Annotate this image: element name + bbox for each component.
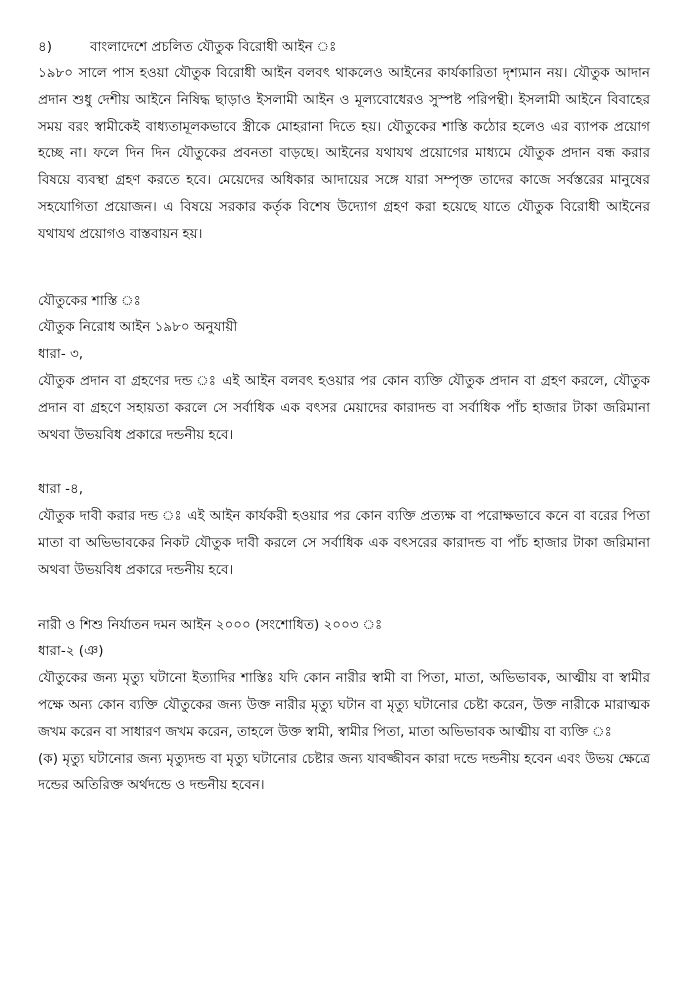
act-clause-paragraph: যৌতুকের জন্য মৃত্যু ঘটানো ইত্যাদির শাস্তিঃ যদি কোন নারীর স্বামী বা পিতা, মাতা, অভিভাবক, আত্মীয় বা স্বামীর পক্ষে অন্য কোন ব্যক্তি যৌতুকের জন্য উক্ত নারীর মৃত্যু ঘটান বা মৃত্যু ঘটানোর চেষ্টা করেন, উক্ত নারীকে মারাত্মক জখম করেন বা সাধারণ জখম করেন, তাহলে উক্ত স্বামী, স্বামীর পিতা, মাতা অভিভাবক আত্মীয় বা ব্যক্তি ঃ — [38, 670, 650, 740]
section-title: বাংলাদেশে প্রচলিত যৌতুক বিরোধী আইন ঃ — [90, 39, 337, 55]
clause-label-3: ধারা- ৩, — [38, 346, 84, 363]
act-subclause-ka: (ক) মৃত্যু ঘটানোর জন্য মৃত্যুদন্ড বা মৃত্যু ঘটানোর চেষ্টার জন্য যাবজ্জীবন কারা দন্ডে দন্ডনীয় হবেন এবং উভয় ক্ষেত্রে দন্ডের অতিরিক্ত অর্থদন্ডে ও দন্ডনীয় হবেন। — [38, 750, 650, 794]
clause-paragraph-4: যৌতুক দাবী করার দন্ড ঃ এই আইন কার্যকরী হওয়ার পর কোন ব্যক্তি প্রত্যক্ষ বা পরোক্ষভাবে কনে বা বরের পিতা মাতা বা অভিভাবকের নিকট যৌতুক দাবী করলে সে সর্বাধিক এক বৎসরের কারাদন্ড বা পাঁচ হাজার টাকা জরিমানা অথবা উভয়বিধ প্রকারে দন্ডনীয় হবে। — [38, 508, 650, 578]
section-number: ৪) — [38, 39, 53, 55]
act-heading: নারী ও শিশু নির্যাতন দমন আইন ২০০০ (সংশোধিত) ২০০৩ ঃ — [38, 616, 383, 633]
clause-paragraph-3: যৌতুক প্রদান বা গ্রহণের দন্ড ঃ এই আইন বলবৎ হওয়ার পর কোন ব্যক্তি যৌতুক প্রদান বা গ্রহণ করলে, যৌতুক প্রদান বা গ্রহণে সহায়তা করলে সে সর্বাধিক এক বৎসর মেয়াদের কারাদন্ড বা সর্বাধিক পাঁচ হাজার টাকা জরিমানা অথবা উভয়বিধ প্রকারে দন্ডনীয় হবে। — [38, 372, 650, 443]
document-page — [38, 34, 650, 799]
punishment-subheading: যৌতুক নিরোধ আইন ১৯৮০ অনুযায়ী — [38, 319, 238, 336]
section-heading — [38, 34, 650, 60]
clause-label-4: ধারা -৪, — [38, 481, 84, 498]
section-paragraph: ১৯৮০ সালে পাস হওয়া যৌতুক বিরোধী আইন বলবৎ থাকলেও আইনের কার্যকারিতা দৃশ্যমান নয়। যৌতুক আদান প্রদান শুধু দেশীয় আইনে নিষিদ্ধ ছাড়াও ইসলামী আইন ও মূল্যবোধেরও সুস্পষ্ট পরিপন্থী। ইসলামী আইনে বিবাহের সময় বরং স্বামীকেই বাধ্যতামূলকভাবে স্ত্রীকে মোহরানা দিতে হয়। যৌতুকের শাস্তি কঠোর হলেও এর ব্যাপক প্রয়োগ হচ্ছে না। ফলে দিন দিন যৌতুকের প্রবনতা বাড়ছে। আইনের যথাযথ প্রয়োগের মাধ্যমে যৌতুক প্রদান বন্ধ করার বিষয়ে ব্যবস্থা গ্রহণ করতে হবে। মেয়েদের অধিকার আদায়ের সঙ্গে যারা সম্পৃক্ত তাদের কাজে সর্বস্তরের মানুষের সহযোগিতা প্রয়োজন। এ বিষয়ে সরকার কর্তৃক বিশেষ উদ্যোগ গ্রহণ করা হয়েছে যাতে যৌতুক বিরোধী আইনের যথাযথ প্রয়োগও বাস্তবায়ন হয়। — [38, 65, 650, 242]
punishment-heading: যৌতুকের শাস্তি ঃ — [38, 292, 141, 309]
act-clause-label: ধারা-২ (ঞ) — [38, 643, 104, 660]
